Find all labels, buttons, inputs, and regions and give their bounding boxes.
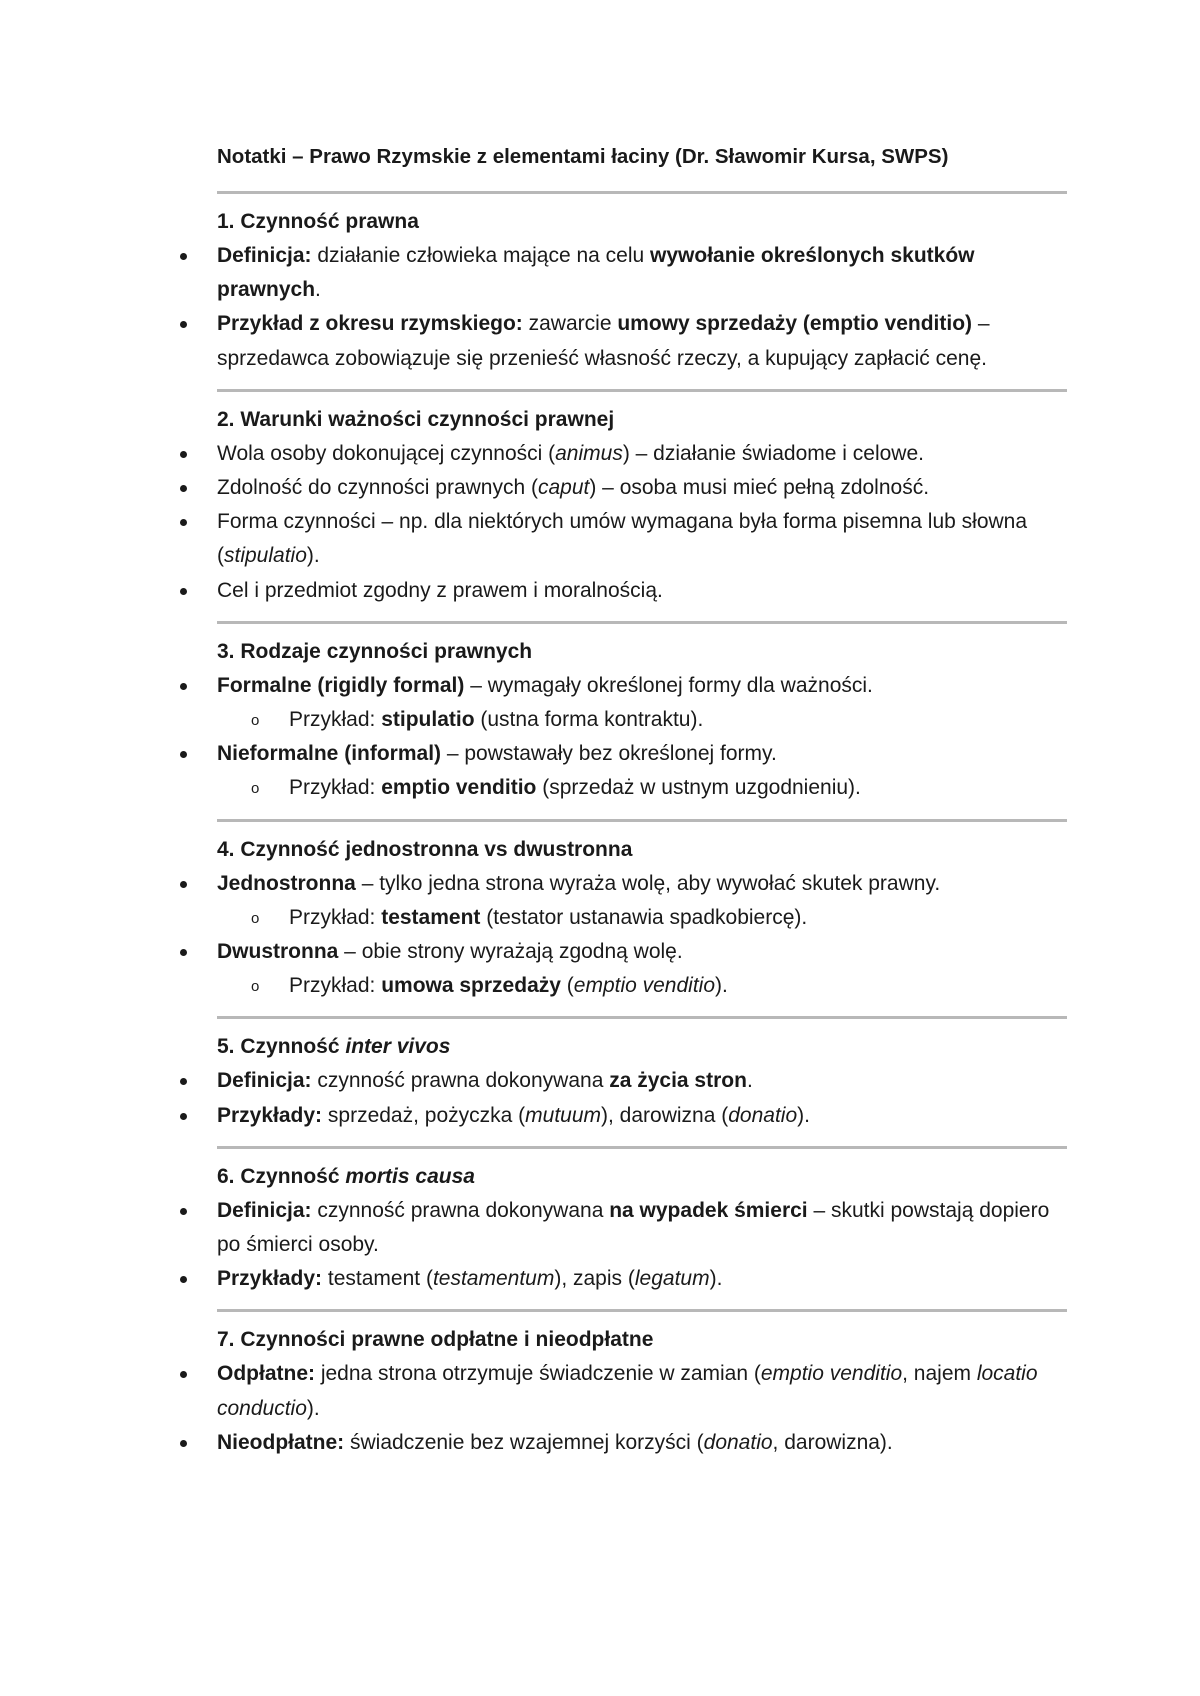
document-body — [217, 140, 1067, 1473]
term-label: Przykłady: — [217, 1103, 323, 1127]
text: ). — [306, 1396, 320, 1420]
latin-term: animus — [555, 441, 623, 465]
latin-term: donatio — [728, 1103, 798, 1127]
text: sprzedaż, pożyczka ( — [322, 1103, 526, 1127]
section-heading — [217, 1030, 1067, 1064]
section-3 — [217, 624, 1067, 819]
list-item — [217, 505, 1067, 573]
text: (ustna forma kontraktu). — [474, 708, 704, 732]
text: Forma czynności – np. dla niektórych umów wymagana była forma pisemna lub słowna ( — [217, 510, 1028, 568]
bullet-list — [217, 437, 1067, 608]
latin-term: stipulatio — [224, 544, 307, 568]
text: Zdolność do czynności prawnych ( — [217, 476, 538, 500]
text: ). — [306, 544, 320, 568]
text: Przykład: — [289, 905, 382, 929]
term-label: Definicja: — [217, 1198, 312, 1222]
text: Wola osoby dokonującej czynności ( — [217, 441, 556, 465]
emphasis: stipulatio — [381, 708, 475, 732]
latin-term: mutuum — [525, 1103, 602, 1127]
term-label: Definicja: — [217, 1069, 312, 1093]
section-5 — [217, 1019, 1067, 1145]
heading-text: 6. Czynność — [217, 1164, 346, 1188]
text: – powstawały bez określonej formy. — [441, 742, 777, 766]
text: , darowizna). — [772, 1430, 893, 1454]
bullet-list — [217, 1357, 1067, 1460]
sub-list — [217, 771, 1067, 805]
text: Przykład: — [289, 708, 382, 732]
text: świadczenie bez wzajemnej korzyści ( — [344, 1430, 704, 1454]
latin-term: locatio conductio — [217, 1362, 1038, 1420]
section-heading — [217, 1160, 1067, 1194]
text: – wymagały określonej formy dla ważności. — [464, 673, 873, 697]
latin-term: caput — [537, 476, 590, 500]
list-item — [217, 669, 1067, 703]
bullet-list — [217, 1064, 1067, 1132]
list-item — [217, 1099, 1067, 1133]
sub-list — [217, 901, 1067, 935]
latin-term: emptio venditio — [573, 974, 716, 998]
sub-list-item — [217, 901, 1067, 935]
sub-list-item — [217, 969, 1067, 1003]
list-item — [217, 239, 1067, 307]
section-heading: 2. Warunki ważności czynności prawnej — [217, 407, 615, 431]
latin-term: mortis causa — [345, 1164, 475, 1188]
bullet-list — [217, 239, 1067, 376]
term-label: Formalne (rigidly formal) — [217, 673, 465, 697]
text: , najem — [902, 1362, 977, 1386]
bullet-list — [217, 669, 1067, 703]
text: ). — [709, 1267, 723, 1291]
text: działanie człowieka mające na celu — [311, 244, 651, 267]
section-4 — [217, 822, 1067, 1017]
emphasis: umowa sprzedaży — [381, 974, 561, 998]
text: – skutki powstają dopiero po śmierci osoby. — [217, 1198, 1050, 1257]
list-item — [217, 471, 1067, 505]
heading-text: 5. Czynność — [217, 1035, 346, 1059]
sub-list-item — [217, 771, 1067, 805]
text: . — [746, 1069, 753, 1093]
list-item — [217, 737, 1067, 771]
sub-list-item — [217, 703, 1067, 737]
latin-term: testamentum — [432, 1267, 555, 1291]
section-heading: 1. Czynność prawna — [217, 210, 419, 233]
latin-term: inter vivos — [345, 1035, 451, 1059]
section-6 — [217, 1149, 1067, 1310]
text: – tylko jedna strona wyraża wolę, aby wywołać skutek prawny. — [355, 871, 941, 895]
text: . — [315, 278, 321, 302]
term-label: Przykład z okresu rzymskiego: — [217, 312, 523, 336]
list-item — [217, 1262, 1067, 1296]
bullet-list — [217, 1194, 1067, 1297]
section-heading: 7. Czynności prawne odpłatne i nieodpłatne — [217, 1328, 654, 1352]
sub-list — [217, 969, 1067, 1003]
text: Przykład: — [289, 776, 382, 800]
document-title: Notatki – Prawo Rzymskie z elementami łaciny (Dr. Sławomir Kursa, SWPS) — [217, 145, 949, 168]
emphasis: emptio venditio — [381, 776, 537, 800]
text: – sprzedawca zobowiązuje się przenieść własność rzeczy, a kupujący zapłacić cenę. — [217, 312, 990, 370]
term-label: Nieodpłatne: — [217, 1430, 345, 1454]
term-label: Definicja: — [217, 244, 312, 267]
bullet-list — [217, 737, 1067, 771]
text: jedna strona otrzymuje świadczenie w zamian ( — [315, 1362, 761, 1386]
latin-term: emptio venditio — [760, 1362, 903, 1386]
section-1 — [217, 194, 1067, 389]
sub-list — [217, 703, 1067, 737]
latin-term: donatio — [703, 1430, 773, 1454]
list-item — [217, 1194, 1067, 1262]
section-2 — [217, 392, 1067, 621]
list-item — [217, 867, 1067, 901]
text: ). — [715, 974, 728, 998]
section-heading: 4. Czynność jednostronna vs dwustronna — [217, 837, 633, 861]
text: ( — [560, 974, 574, 998]
text: ) – osoba musi mieć pełną zdolność. — [589, 476, 930, 500]
text: zawarcie — [522, 312, 618, 336]
emphasis: umowy sprzedaży (emptio venditio) — [617, 312, 973, 336]
term-label: Jednostronna — [217, 871, 356, 895]
text: – obie strony wyrażają zgodną wolę. — [338, 940, 683, 964]
bullet-list — [217, 935, 1067, 969]
text: testament ( — [322, 1267, 433, 1291]
text: (testator ustanawia spadkobiercę). — [480, 905, 808, 929]
section-heading: 3. Rodzaje czynności prawnych — [217, 639, 533, 663]
latin-term: legatum — [634, 1267, 710, 1291]
term-label: Nieformalne (informal) — [217, 742, 442, 766]
emphasis: na wypadek śmierci — [609, 1198, 808, 1222]
list-item: Cel i przedmiot zgodny z prawem i moralnością. — [217, 574, 1067, 608]
term-label: Odpłatne: — [217, 1362, 315, 1386]
bullet-list — [217, 867, 1067, 901]
term-label: Dwustronna — [217, 940, 339, 964]
text: ) – działanie świadome i celowe. — [622, 441, 924, 465]
emphasis: wywołanie określonych skutków prawnych — [217, 244, 975, 302]
list-item — [217, 437, 1067, 471]
text: ), darowizna ( — [601, 1103, 729, 1127]
emphasis: testament — [381, 905, 481, 929]
text: (sprzedaż w ustnym uzgodnieniu). — [536, 776, 861, 800]
list-item — [217, 1064, 1067, 1098]
text: czynność prawna dokonywana — [311, 1198, 610, 1222]
emphasis: za życia stron — [609, 1069, 747, 1093]
text: czynność prawna dokonywana — [311, 1069, 610, 1093]
list-item — [217, 1357, 1067, 1425]
term-label: Przykłady: — [217, 1267, 323, 1291]
list-item — [217, 935, 1067, 969]
text: Przykład: — [289, 974, 382, 998]
list-item — [217, 307, 1067, 375]
section-7 — [217, 1312, 1067, 1473]
text: ), zapis ( — [554, 1267, 635, 1291]
text: ). — [797, 1103, 810, 1127]
list-item — [217, 1426, 1067, 1460]
